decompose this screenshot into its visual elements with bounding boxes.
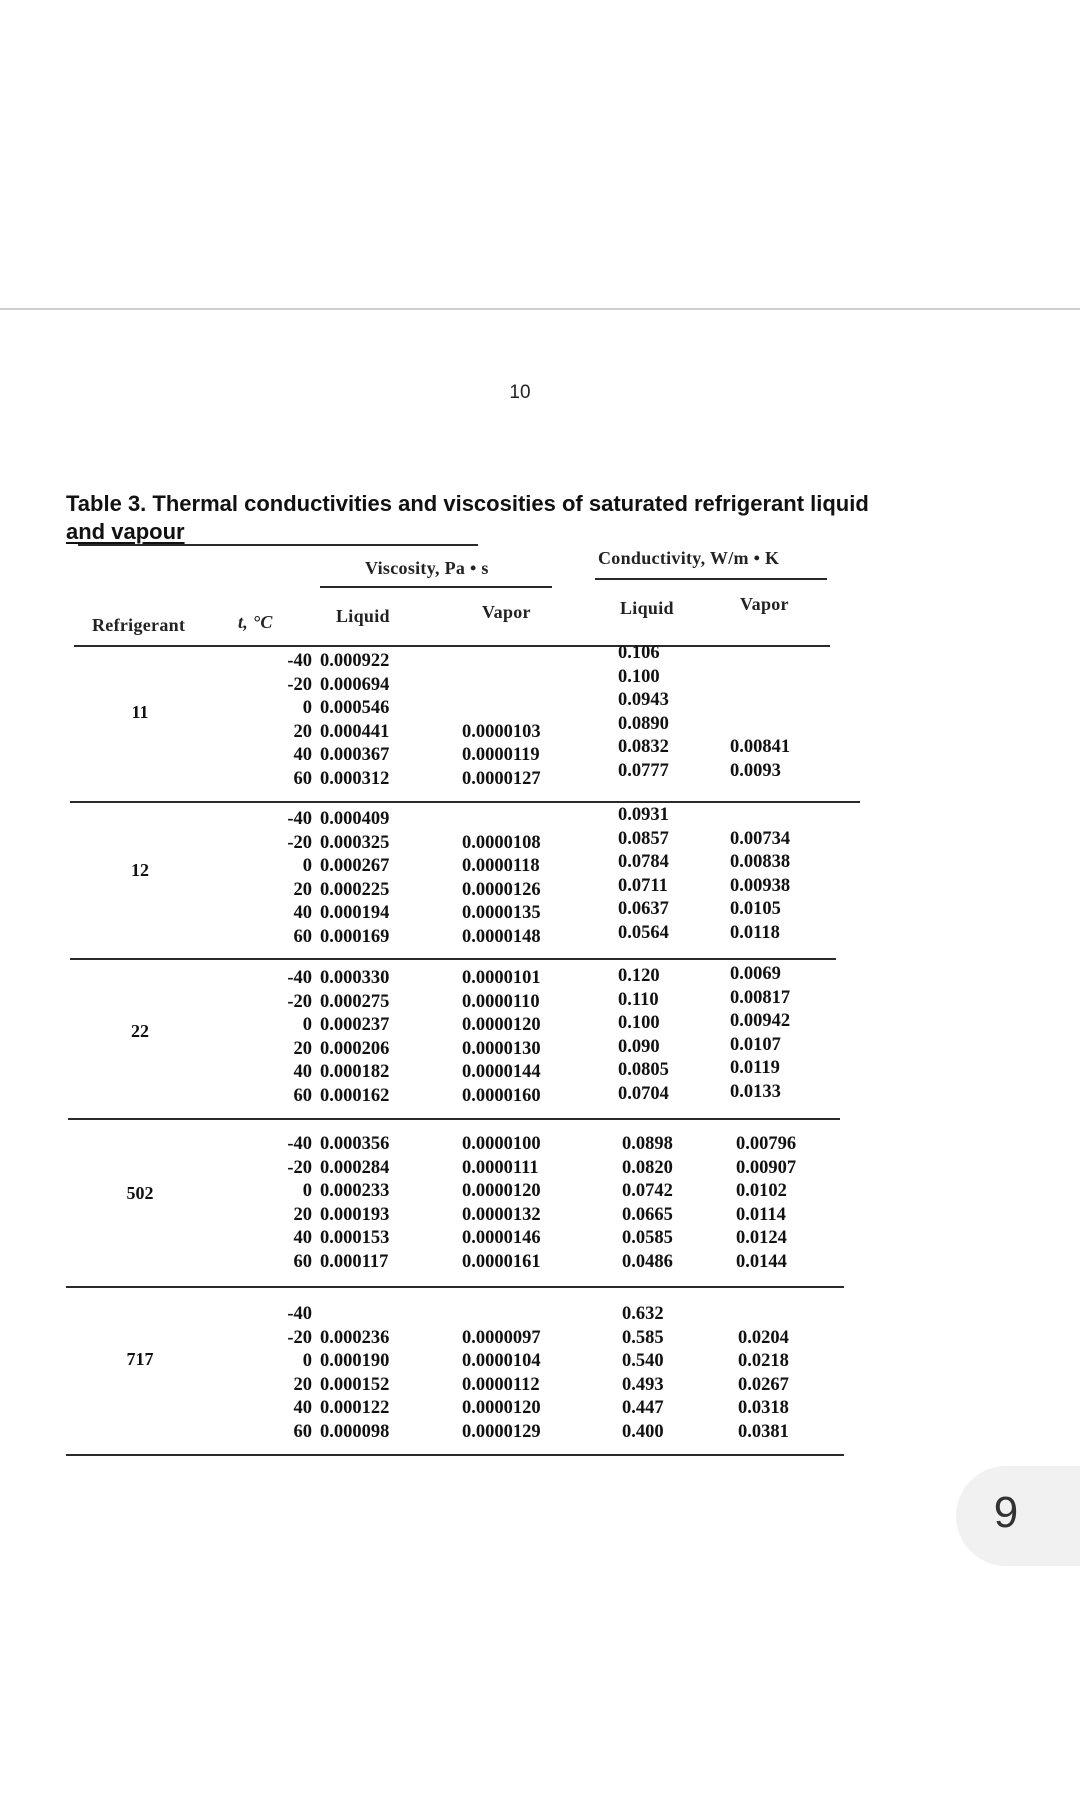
value-cell [462, 650, 541, 674]
value-cell [730, 642, 790, 666]
value-cell: 0.0000146 [462, 1228, 541, 1248]
value-cell: 0.120 [618, 966, 660, 986]
value-cell: 0.540 [622, 1351, 664, 1371]
temp-cell: 0 [302, 698, 312, 718]
vapor-viscosity-column [462, 808, 541, 949]
refrigerant-group-11 [70, 643, 850, 790]
value-cell: 0.0742 [622, 1181, 673, 1201]
value-cell: 0.0000108 [462, 832, 541, 853]
value-cell: 0.00907 [736, 1157, 797, 1178]
value-cell: 0.0000097 [462, 1327, 541, 1348]
value-cell: 0.0267 [738, 1374, 789, 1395]
refrigerant-header: Refrigerant [92, 615, 186, 635]
temp-cell: 0 [302, 1351, 312, 1371]
refrigerant-id: 717 [126, 1349, 154, 1369]
value-cell: 0.000182 [320, 1062, 390, 1082]
liquid-viscosity-column [320, 808, 389, 949]
vapor-viscosity-column [462, 1133, 541, 1274]
temp-cell: 20 [293, 721, 312, 742]
value-cell: 0.00938 [730, 875, 791, 896]
value-cell: 0.000190 [320, 1351, 390, 1371]
refrigerant-id: 22 [131, 1021, 149, 1041]
value-cell: 0.0318 [738, 1398, 789, 1418]
value-cell: 0.0486 [622, 1251, 673, 1272]
temp-cell: 20 [293, 1038, 312, 1059]
temp-cell: -40 [287, 651, 312, 671]
value-cell: 0.0069 [730, 964, 781, 984]
value-cell: 0.0000119 [462, 745, 540, 765]
vapor-viscosity-column [462, 650, 541, 791]
value-cell: 0.000153 [320, 1228, 390, 1248]
liquid-conductivity-column [618, 965, 669, 1106]
value-cell: 0.100 [618, 1013, 660, 1033]
value-cell: 0.0585 [622, 1228, 673, 1248]
liquid-conductivity-column [622, 1133, 673, 1274]
value-cell: 0.00734 [730, 828, 791, 849]
value-cell: 0.000233 [320, 1181, 390, 1201]
value-cell: 0.632 [622, 1304, 664, 1324]
temperature-column [240, 1133, 312, 1274]
value-cell: 0.493 [622, 1374, 664, 1395]
conductivity-header: Conductivity, W/m • K [598, 548, 780, 568]
value-cell [730, 804, 790, 828]
value-cell: 0.0107 [730, 1034, 781, 1055]
value-cell: 0.106 [618, 643, 660, 663]
temp-cell: 20 [293, 1374, 312, 1395]
temp-cell: -20 [287, 1157, 312, 1178]
temp-cell: 0 [302, 1181, 312, 1201]
value-cell: 0.000098 [320, 1421, 390, 1442]
table-caption [66, 490, 966, 546]
caption-line-2: and vapour [66, 519, 185, 544]
value-cell: 0.000193 [320, 1204, 390, 1225]
temp-cell: -40 [287, 968, 312, 988]
value-cell: 0.0093 [730, 760, 781, 781]
value-cell: 0.000117 [320, 1251, 389, 1272]
value-cell: 0.000225 [320, 879, 390, 900]
value-cell: 0.00841 [730, 737, 791, 757]
value-cell: 0.100 [618, 666, 660, 687]
liquid-conductivity-column [618, 642, 669, 783]
caption-line-1: Table 3. Thermal conductivities and viscosities of saturated refrigerant liquid [66, 491, 869, 516]
value-cell: 0.0218 [738, 1351, 789, 1371]
value-cell: 0.0102 [736, 1181, 787, 1201]
value-cell: 0.000325 [320, 832, 390, 853]
liquid-viscosity-column [320, 1303, 389, 1444]
value-cell [730, 666, 790, 690]
group-divider-rule [70, 801, 860, 803]
vapor-conductivity-header: Vapor [740, 594, 789, 614]
value-cell: 0.090 [618, 1036, 660, 1057]
liquid-viscosity-header: Liquid [336, 606, 390, 626]
value-cell: 0.0000129 [462, 1421, 541, 1442]
temp-cell: 20 [293, 879, 312, 900]
value-cell: 0.000330 [320, 968, 390, 988]
value-cell: 0.0000132 [462, 1204, 541, 1225]
temperature-column [240, 808, 312, 949]
value-cell [462, 808, 541, 832]
value-cell: 0.0000161 [462, 1251, 541, 1272]
value-cell [730, 689, 790, 713]
vapor-viscosity-column [462, 967, 541, 1108]
temp-cell: 60 [293, 1421, 312, 1442]
value-cell: 0.000922 [320, 651, 390, 671]
refrigerant-group-502 [70, 1133, 850, 1273]
value-cell: 0.585 [622, 1327, 664, 1348]
temperature-header: t, °C [238, 612, 273, 632]
value-cell: 0.0133 [730, 1081, 781, 1102]
table-bottom-rule [66, 1454, 844, 1456]
temp-cell: -40 [287, 1304, 312, 1324]
value-cell: 0.0820 [622, 1157, 673, 1178]
page-number: 10 [509, 382, 531, 403]
liquid-viscosity-column [320, 967, 389, 1108]
temp-cell: 0 [302, 1015, 312, 1035]
liquid-viscosity-column [320, 1133, 389, 1274]
value-cell: 0.000206 [320, 1038, 390, 1059]
value-cell: 0.00942 [730, 1011, 791, 1031]
liquid-conductivity-header: Liquid [620, 598, 674, 618]
value-cell [462, 697, 541, 721]
value-cell [320, 1303, 389, 1327]
temp-cell: -20 [287, 832, 312, 853]
value-cell: 0.0000130 [462, 1038, 541, 1059]
value-cell: 0.0000126 [462, 879, 541, 900]
value-cell: 0.0784 [618, 852, 669, 872]
value-cell: 0.000409 [320, 809, 390, 829]
temp-cell: -20 [287, 674, 312, 695]
temp-cell: -20 [287, 991, 312, 1012]
value-cell: 0.0000127 [462, 768, 541, 789]
value-cell: 0.0000111 [462, 1157, 539, 1178]
value-cell: 0.000284 [320, 1157, 390, 1178]
value-cell: 0.0931 [618, 805, 669, 825]
value-cell: 0.447 [622, 1398, 664, 1418]
page-badge[interactable] [956, 1466, 1080, 1566]
temp-cell: -40 [287, 1134, 312, 1154]
refrigerant-group-22 [70, 964, 850, 1107]
temp-cell: 40 [293, 1398, 312, 1418]
value-cell: 0.0204 [738, 1327, 789, 1348]
temperature-column [240, 1303, 312, 1444]
value-cell: 0.0857 [618, 828, 669, 849]
value-cell: 0.0704 [618, 1083, 669, 1104]
vapor-conductivity-column [736, 1133, 796, 1274]
value-cell: 0.0105 [730, 899, 781, 919]
refrigerant-id: 11 [131, 702, 149, 722]
value-cell: 0.0564 [618, 922, 669, 943]
value-cell: 0.000162 [320, 1085, 390, 1106]
value-cell: 0.0890 [618, 713, 669, 734]
value-cell: 0.0118 [730, 922, 780, 943]
value-cell: 0.000169 [320, 926, 390, 947]
value-cell: 0.000367 [320, 745, 390, 765]
group-divider-rule [66, 1286, 844, 1288]
refrigerant-group-12 [70, 805, 850, 948]
vapor-conductivity-column [738, 1303, 789, 1444]
temp-cell: 60 [293, 926, 312, 947]
temp-cell: 0 [302, 856, 312, 876]
value-cell: 0.0000160 [462, 1085, 541, 1106]
value-cell: 0.000236 [320, 1327, 390, 1348]
liquid-conductivity-column [622, 1303, 664, 1444]
value-cell: 0.0119 [730, 1058, 780, 1078]
value-cell: 0.0000148 [462, 926, 541, 947]
value-cell [462, 674, 541, 698]
temp-cell: 40 [293, 1062, 312, 1082]
temp-cell: 20 [293, 1204, 312, 1225]
value-cell: 0.0832 [618, 737, 669, 757]
value-cell: 0.0000104 [462, 1351, 541, 1371]
value-cell: 0.0665 [622, 1204, 673, 1225]
value-cell [730, 713, 790, 737]
value-cell: 0.0777 [618, 760, 669, 781]
page-badge-number: 9 [993, 1488, 1019, 1537]
value-cell: 0.0000100 [462, 1134, 541, 1154]
vapor-viscosity-column [462, 1303, 541, 1444]
value-cell: 0.0000112 [462, 1374, 540, 1395]
vapor-conductivity-column [730, 963, 790, 1104]
temp-cell: -40 [287, 809, 312, 829]
value-cell: 0.000441 [320, 721, 390, 742]
viscosity-span-rule [320, 586, 552, 588]
value-cell: 0.0000101 [462, 968, 541, 988]
conductivity-span-rule [595, 578, 827, 580]
top-divider [0, 308, 1080, 310]
value-cell: 0.0000120 [462, 1398, 541, 1418]
vapor-viscosity-header: Vapor [482, 602, 531, 622]
value-cell: 0.0805 [618, 1060, 669, 1080]
value-cell: 0.0381 [738, 1421, 789, 1442]
value-cell: 0.0000120 [462, 1181, 541, 1201]
temp-cell: 60 [293, 1251, 312, 1272]
value-cell: 0.000356 [320, 1134, 390, 1154]
value-cell: 0.0898 [622, 1134, 673, 1154]
temp-cell: -20 [287, 1327, 312, 1348]
value-cell: 0.0144 [736, 1251, 787, 1272]
table-top-rule [78, 544, 478, 546]
value-cell [462, 1303, 541, 1327]
refrigerant-group-717 [70, 1303, 850, 1443]
vapor-conductivity-column [730, 804, 790, 945]
value-cell: 0.00817 [730, 987, 791, 1008]
value-cell: 0.000546 [320, 698, 390, 718]
temp-cell: 40 [293, 745, 312, 765]
temp-cell: 40 [293, 1228, 312, 1248]
value-cell: 0.00796 [736, 1134, 797, 1154]
liquid-viscosity-column [320, 650, 389, 791]
value-cell: 0.000267 [320, 856, 390, 876]
value-cell: 0.0000120 [462, 1015, 541, 1035]
header-bottom-rule [74, 645, 830, 647]
value-cell: 0.0124 [736, 1228, 787, 1248]
value-cell: 0.400 [622, 1421, 664, 1442]
temp-cell: 60 [293, 1085, 312, 1106]
liquid-conductivity-column [618, 804, 669, 945]
refrigerant-id: 12 [131, 860, 149, 880]
group-divider-rule [70, 958, 836, 960]
value-cell: 0.0114 [736, 1204, 786, 1225]
value-cell [738, 1303, 789, 1327]
temperature-column [240, 967, 312, 1108]
viscosity-header: Viscosity, Pa • s [365, 558, 489, 578]
value-cell: 0.000275 [320, 991, 390, 1012]
value-cell: 0.0711 [618, 875, 668, 896]
temp-cell: 40 [293, 903, 312, 923]
refrigerant-id: 502 [126, 1183, 154, 1203]
value-cell: 0.0637 [618, 899, 669, 919]
temperature-column [240, 650, 312, 791]
value-cell: 0.0000135 [462, 903, 541, 923]
temp-cell: 60 [293, 768, 312, 789]
value-cell: 0.000237 [320, 1015, 390, 1035]
vapor-conductivity-column [730, 642, 790, 783]
value-cell: 0.000152 [320, 1374, 390, 1395]
value-cell: 0.00838 [730, 852, 791, 872]
value-cell: 0.000122 [320, 1398, 390, 1418]
value-cell: 0.0000118 [462, 856, 540, 876]
value-cell: 0.000312 [320, 768, 390, 789]
value-cell: 0.0000110 [462, 991, 540, 1012]
value-cell: 0.0000144 [462, 1062, 541, 1082]
value-cell: 0.110 [618, 989, 659, 1010]
value-cell: 0.0000103 [462, 721, 541, 742]
value-cell: 0.0943 [618, 690, 669, 710]
value-cell: 0.000694 [320, 674, 390, 695]
value-cell: 0.000194 [320, 903, 390, 923]
group-divider-rule [68, 1118, 840, 1120]
